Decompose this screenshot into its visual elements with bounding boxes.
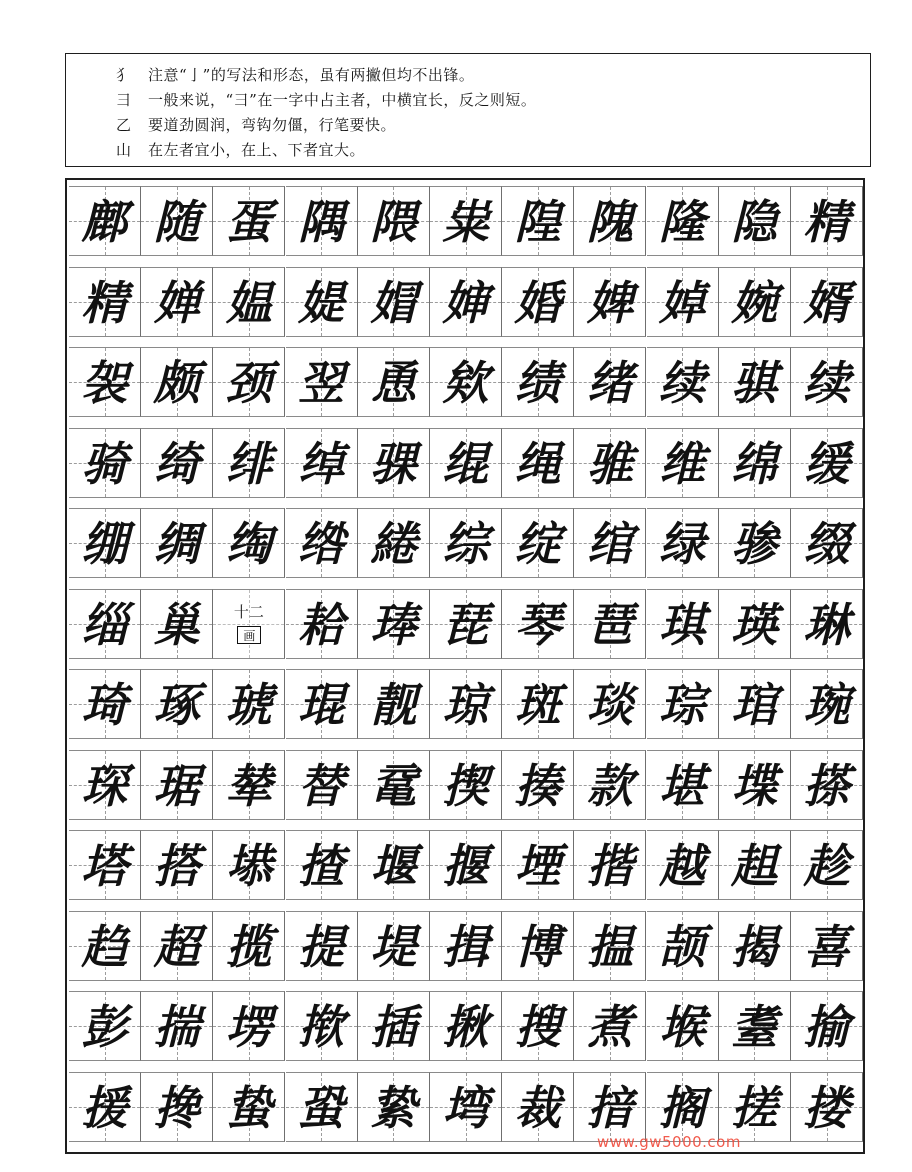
grid-cell (213, 1072, 285, 1142)
calligraphy-character: 瑛 (731, 597, 778, 652)
grid-cell (647, 1072, 719, 1142)
grid-cell (141, 669, 213, 739)
grid-cell (286, 186, 358, 256)
grid-cell (286, 428, 358, 498)
calligraphy-character: 琴 (514, 597, 561, 652)
calligraphy-character: 替 (298, 758, 345, 813)
grid-cell (69, 991, 141, 1061)
grid-cell (791, 750, 863, 820)
grid-cell (574, 186, 646, 256)
grid-cell (213, 911, 285, 981)
calligraphy-character: 煮 (586, 1000, 633, 1054)
grid-cell (647, 589, 719, 659)
grid-cell (791, 267, 863, 337)
grid-cell (574, 1072, 646, 1142)
calligraphy-character: 琼 (442, 678, 489, 732)
grid-cell (719, 911, 791, 981)
calligraphy-character: 骑 (81, 436, 128, 491)
grid-row (67, 991, 863, 1071)
grid-cell (574, 669, 646, 739)
note-key: 乙 (116, 116, 132, 134)
note-text: 要道劲圆润，弯钩勿僵，行笔要快。 (148, 116, 397, 134)
calligraphy-character: 琥 (225, 678, 272, 732)
calligraphy-character: 堪 (659, 758, 706, 813)
grid-cell (358, 750, 430, 820)
grid-cell (358, 1072, 430, 1142)
grid-cell (358, 508, 430, 578)
calligraphy-character: 琶 (586, 597, 633, 652)
calligraphy-character: 揾 (586, 919, 633, 974)
grid-cell (358, 589, 430, 659)
calligraphy-character: 耋 (731, 1000, 778, 1054)
calligraphy-character: 袈 (81, 356, 128, 410)
calligraphy-character: 搜 (514, 1000, 561, 1054)
calligraphy-character: 缓 (803, 436, 850, 491)
grid-cell (430, 589, 502, 659)
grid-cell (502, 830, 574, 900)
calligraphy-character: 颉 (659, 919, 706, 974)
grid-cell (719, 669, 791, 739)
calligraphy-character: 翌 (298, 356, 345, 410)
grid-cell (69, 428, 141, 498)
calligraphy-character: 搽 (803, 758, 850, 813)
calligraphy-character: 绾 (586, 517, 633, 571)
note-row (66, 87, 870, 113)
grid-cell (430, 669, 502, 739)
grid-cell (791, 1072, 863, 1142)
grid-cell (358, 186, 430, 256)
note-text: 一般来说，“彐”在一字中占主者，中横宜长，反之则短。 (148, 91, 537, 109)
calligraphy-character: 绺 (298, 517, 345, 571)
grid-cell (141, 589, 213, 659)
calligraphy-character: 绰 (298, 436, 345, 491)
calligraphy-character: 绩 (514, 356, 561, 410)
calligraphy-character: 堤 (370, 919, 417, 974)
grid-cell (502, 186, 574, 256)
grid-cell (213, 991, 285, 1061)
note-row (66, 112, 870, 138)
calligraphy-character: 塨 (225, 839, 272, 893)
calligraphy-character: 琵 (442, 597, 489, 652)
grid-cell (213, 186, 285, 256)
grid-cell (430, 911, 502, 981)
calligraphy-character: 绮 (153, 436, 200, 491)
calligraphy-character: 越 (659, 839, 706, 893)
grid-row (67, 428, 863, 508)
calligraphy-character: 揖 (442, 919, 489, 974)
grid-cell (574, 428, 646, 498)
calligraphy-character: 塆 (442, 1080, 489, 1135)
grid-cell (502, 991, 574, 1061)
grid-row (67, 750, 863, 830)
grid-cell (141, 830, 213, 900)
grid-cell (358, 830, 430, 900)
calligraphy-character: 媪 (225, 275, 272, 330)
grid-cell (141, 428, 213, 498)
calligraphy-character: 琦 (81, 678, 128, 732)
calligraphy-character: 靓 (370, 678, 417, 732)
grid-cell (430, 1072, 502, 1142)
grid-cell (791, 508, 863, 578)
grid-cell (141, 508, 213, 578)
calligraphy-character: 堞 (731, 758, 778, 813)
note-key: 彐 (116, 91, 132, 109)
grid-cell (502, 428, 574, 498)
calligraphy-character: 绽 (514, 517, 561, 571)
grid-cell (69, 589, 141, 659)
calligraphy-character: 堰 (370, 839, 417, 893)
calligraphy-character: 蛋 (225, 195, 272, 249)
grid-cell (286, 911, 358, 981)
stroke-count-label (213, 589, 285, 659)
grid-cell (719, 186, 791, 256)
grid-cell (791, 911, 863, 981)
grid-cell (719, 750, 791, 820)
calligraphy-character: 揸 (298, 839, 345, 893)
grid-cell (574, 508, 646, 578)
calligraphy-character: 趄 (731, 839, 778, 893)
calligraphy-character: 颇 (153, 356, 200, 410)
calligraphy-character: 蛩 (298, 1080, 345, 1135)
grid-cell (647, 991, 719, 1061)
calligraphy-character: 趁 (803, 839, 850, 893)
calligraphy-character: 琚 (153, 758, 200, 813)
stroke-count-unit: 画 (237, 626, 261, 644)
grid-cell (430, 508, 502, 578)
calligraphy-character: 隐 (731, 195, 778, 249)
calligraphy-character: 婚 (514, 275, 561, 330)
grid-cell (719, 991, 791, 1061)
calligraphy-character: 绯 (225, 436, 272, 491)
calligraphy-character: 博 (514, 919, 561, 974)
grid-cell (69, 830, 141, 900)
grid-cell (502, 911, 574, 981)
grid-cell (141, 186, 213, 256)
grid-cell (286, 669, 358, 739)
calligraphy-character: 斑 (514, 678, 561, 732)
grid-cell (213, 830, 285, 900)
grid-cell (69, 267, 141, 337)
calligraphy-character: 婥 (659, 275, 706, 330)
grid-cell (502, 750, 574, 820)
grid-cell (213, 508, 285, 578)
grid-cell (647, 508, 719, 578)
grid-cell (286, 1072, 358, 1142)
notes-box (65, 53, 871, 167)
calligraphy-character: 婉 (731, 275, 778, 330)
calligraphy-character: 缀 (803, 517, 850, 571)
grid-cell (213, 750, 285, 820)
calligraphy-character: 骒 (370, 436, 417, 491)
calligraphy-character: 搓 (731, 1080, 778, 1135)
grid-cell (141, 1072, 213, 1142)
note-key: 山 (116, 141, 132, 159)
calligraphy-character: 彭 (81, 1000, 128, 1054)
grid-cell (430, 186, 502, 256)
grid-cell (791, 428, 863, 498)
calligraphy-character: 揪 (442, 1000, 489, 1054)
grid-cell (647, 669, 719, 739)
grid-cell (141, 750, 213, 820)
stroke-count-number: 十二 (233, 602, 264, 621)
grid-cell (141, 267, 213, 337)
calligraphy-character: 骐 (731, 356, 778, 410)
grid-cell (286, 347, 358, 417)
calligraphy-character: 粜 (442, 195, 489, 249)
grid-cell (358, 428, 430, 498)
calligraphy-character: 续 (659, 356, 706, 410)
grid-row (67, 267, 863, 347)
grid-cell (430, 267, 502, 337)
calligraphy-character: 搀 (153, 1080, 200, 1135)
grid-row (67, 347, 863, 427)
calligraphy-character: 琳 (803, 597, 850, 652)
calligraphy-character: 綣 (370, 517, 417, 571)
grid-cell (286, 750, 358, 820)
calligraphy-character: 婢 (586, 275, 633, 330)
calligraphy-character: 蛰 (225, 1080, 272, 1135)
grid-cell (647, 428, 719, 498)
grid-cell (430, 347, 502, 417)
calligraphy-character: 趋 (81, 919, 128, 974)
grid-cell (574, 830, 646, 900)
calligraphy-character: 援 (81, 1080, 128, 1135)
calligraphy-character: 隗 (586, 195, 633, 249)
grid-cell (69, 911, 141, 981)
calligraphy-character: 裁 (514, 1080, 561, 1135)
calligraphy-character: 琛 (81, 758, 128, 813)
grid-cell (791, 669, 863, 739)
practice-grid (65, 178, 865, 1154)
calligraphy-character: 插 (370, 1000, 417, 1054)
calligraphy-character: 揿 (298, 1000, 345, 1054)
calligraphy-character: 媞 (298, 275, 345, 330)
calligraphy-character: 超 (153, 919, 200, 974)
grid-cell (358, 991, 430, 1061)
grid-cell (574, 589, 646, 659)
grid-cell (69, 1072, 141, 1142)
calligraphy-character: 琯 (731, 678, 778, 732)
grid-cell (141, 911, 213, 981)
grid-cell (502, 508, 574, 578)
calligraphy-character: 骖 (731, 517, 778, 571)
calligraphy-character: 辇 (225, 758, 272, 813)
grid-cell (358, 669, 430, 739)
grid-row (67, 508, 863, 588)
grid-cell (574, 750, 646, 820)
calligraphy-character: 絷 (370, 1080, 417, 1135)
grid-cell (358, 911, 430, 981)
grid-cell (502, 267, 574, 337)
calligraphy-character: 隆 (659, 195, 706, 249)
calligraphy-character: 提 (298, 919, 345, 974)
calligraphy-character: 揄 (803, 1000, 850, 1054)
grid-cell (69, 347, 141, 417)
calligraphy-character: 鄜 (81, 195, 128, 249)
grid-cell (719, 589, 791, 659)
calligraphy-character: 骓 (586, 436, 633, 491)
calligraphy-character: 婶 (442, 275, 489, 330)
grid-cell (430, 991, 502, 1061)
calligraphy-character: 恿 (370, 356, 417, 410)
calligraphy-character: 揠 (442, 839, 489, 893)
grid-cell (791, 347, 863, 417)
grid-cell (286, 589, 358, 659)
calligraphy-character: 精 (81, 275, 128, 330)
grid-cell (647, 267, 719, 337)
calligraphy-character: 综 (442, 517, 489, 571)
grid-cell (213, 428, 285, 498)
calligraphy-character: 耠 (298, 597, 345, 652)
note-text: 注意“亅”的写法和形态，虽有两撇但均不出锋。 (148, 66, 475, 84)
calligraphy-character: 塔 (81, 839, 128, 893)
calligraphy-character: 绳 (514, 436, 561, 491)
calligraphy-character: 隍 (514, 195, 561, 249)
grid-cell (141, 991, 213, 1061)
calligraphy-character: 揽 (225, 919, 272, 974)
grid-cell (647, 750, 719, 820)
calligraphy-character: 绲 (442, 436, 489, 491)
grid-row (67, 186, 863, 266)
calligraphy-character: 琨 (298, 678, 345, 732)
calligraphy-character: 搂 (803, 1080, 850, 1135)
grid-cell (574, 991, 646, 1061)
grid-cell (719, 830, 791, 900)
calligraphy-character: 堠 (659, 1000, 706, 1054)
calligraphy-character: 揭 (731, 919, 778, 974)
calligraphy-character: 揍 (514, 758, 561, 813)
grid-cell (358, 347, 430, 417)
grid-cell (213, 267, 285, 337)
grid-cell (574, 911, 646, 981)
calligraphy-character: 媢 (370, 275, 417, 330)
calligraphy-character: 绿 (659, 517, 706, 571)
grid-cell (213, 347, 285, 417)
calligraphy-character: 隈 (370, 195, 417, 249)
grid-cell (430, 428, 502, 498)
calligraphy-character: 婵 (153, 275, 200, 330)
calligraphy-character: 维 (659, 436, 706, 491)
calligraphy-character: 隅 (298, 195, 345, 249)
watermark: www.gw5000.com (597, 1133, 741, 1151)
calligraphy-character: 喜 (803, 919, 850, 974)
calligraphy-character: 揩 (586, 839, 633, 893)
calligraphy-character: 鼋 (370, 758, 417, 813)
calligraphy-character: 琰 (586, 678, 633, 732)
grid-cell (358, 267, 430, 337)
grid-cell (69, 186, 141, 256)
grid-row (67, 1072, 863, 1152)
grid-cell (574, 347, 646, 417)
grid-cell (719, 1072, 791, 1142)
calligraphy-character: 搁 (659, 1080, 706, 1135)
grid-cell (647, 911, 719, 981)
grid-cell (647, 347, 719, 417)
note-text: 在左者宜小，在上、下者宜大。 (148, 141, 366, 159)
grid-cell (791, 589, 863, 659)
grid-cell (502, 589, 574, 659)
grid-row (67, 669, 863, 749)
note-row (66, 137, 870, 163)
note-key: 犭 (116, 66, 132, 84)
grid-row (67, 911, 863, 991)
calligraphy-character: 琫 (370, 597, 417, 652)
grid-cell (719, 508, 791, 578)
calligraphy-character: 琢 (153, 678, 200, 732)
grid-cell (430, 750, 502, 820)
calligraphy-character: 琮 (659, 678, 706, 732)
grid-cell (69, 669, 141, 739)
calligraphy-character: 堙 (514, 839, 561, 893)
grid-cell (647, 830, 719, 900)
note-row (66, 62, 870, 88)
grid-cell (719, 428, 791, 498)
grid-cell (647, 186, 719, 256)
calligraphy-character: 欸 (442, 356, 489, 410)
calligraphy-character: 巢 (153, 597, 200, 652)
grid-cell (69, 508, 141, 578)
grid-cell (286, 267, 358, 337)
grid-cell (141, 347, 213, 417)
grid-cell (69, 750, 141, 820)
calligraphy-character: 揞 (586, 1080, 633, 1135)
calligraphy-character: 绹 (225, 517, 272, 571)
calligraphy-character: 揣 (153, 1000, 200, 1054)
calligraphy-character: 绵 (731, 436, 778, 491)
grid-cell (286, 830, 358, 900)
grid-row (67, 830, 863, 910)
grid-cell (213, 669, 285, 739)
grid-cell (286, 508, 358, 578)
calligraphy-character: 颈 (225, 356, 272, 410)
grid-cell (286, 991, 358, 1061)
calligraphy-character: 搭 (153, 839, 200, 893)
calligraphy-character: 绪 (586, 356, 633, 410)
calligraphy-character: 精 (803, 195, 850, 249)
grid-cell (502, 669, 574, 739)
calligraphy-character: 琬 (803, 678, 850, 732)
grid-cell (791, 830, 863, 900)
grid-cell (574, 267, 646, 337)
grid-cell (719, 347, 791, 417)
calligraphy-character: 塄 (225, 1000, 272, 1054)
grid-row (67, 589, 863, 669)
grid-cell (502, 347, 574, 417)
grid-cell (791, 991, 863, 1061)
calligraphy-character: 婿 (803, 275, 850, 330)
calligraphy-character: 绸 (153, 517, 200, 571)
grid-cell (502, 1072, 574, 1142)
grid-cell (719, 267, 791, 337)
grid-cell (430, 830, 502, 900)
calligraphy-character: 琪 (659, 597, 706, 652)
calligraphy-character: 款 (586, 758, 633, 813)
calligraphy-character: 缁 (81, 597, 128, 652)
calligraphy-character: 绷 (81, 517, 128, 571)
grid-cell (791, 186, 863, 256)
calligraphy-character: 揳 (442, 758, 489, 813)
calligraphy-character: 续 (803, 356, 850, 410)
calligraphy-character: 随 (153, 195, 200, 249)
